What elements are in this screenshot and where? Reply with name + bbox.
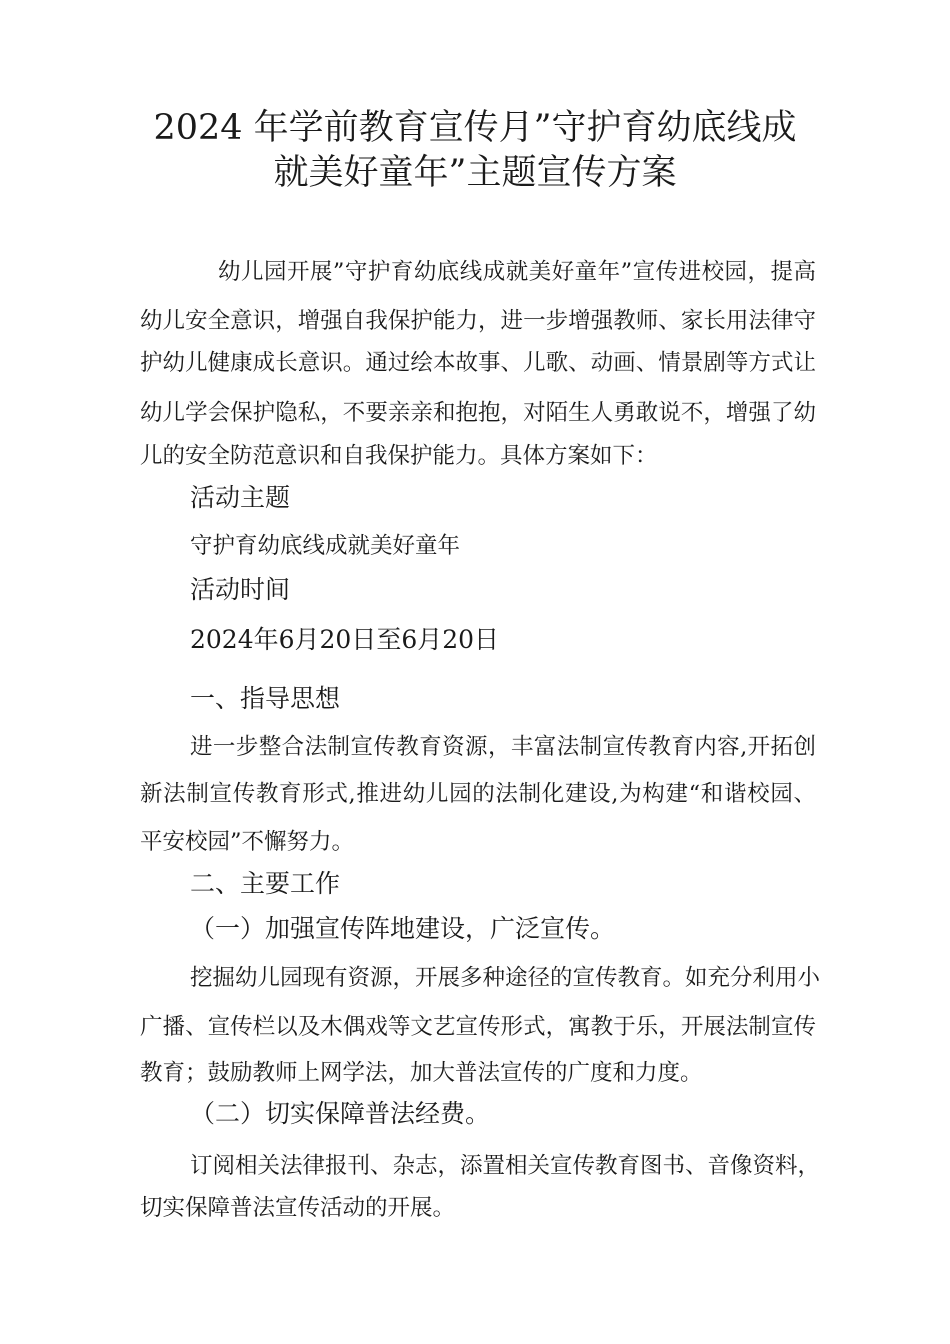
section2-heading: 二、主要工作 <box>190 869 341 898</box>
section1-line-1: 进一步整合法制宣传教育资源，丰富法制宣传教育内容,开拓创 <box>190 734 816 760</box>
document-title-line-1: 2024 年学前教育宣传月”守护育幼底线成 <box>153 108 797 148</box>
sub2-line-1: 订阅相关法律报刊、杂志，添置相关宣传教育图书、音像资料， <box>190 1153 821 1179</box>
intro-line-1: 幼儿园开展”守护育幼底线成就美好童年”宣传进校园，提高 <box>218 259 816 285</box>
time-heading: 活动时间 <box>190 575 291 604</box>
intro-line-5: 儿的安全防范意识和自我保护能力。具体方案如下： <box>140 443 658 469</box>
section1-line-2: 新法制宣传教育形式,推进幼儿园的法制化建设,为构建“和谐校园、 <box>140 781 816 807</box>
time-text: 2024年6月20日至6月20日 <box>190 625 500 654</box>
sub2-line-2: 切实保障普法宣传活动的开展。 <box>140 1195 456 1221</box>
section1-heading: 一、指导思想 <box>190 684 341 713</box>
theme-heading: 活动主题 <box>190 483 291 512</box>
section1-line-3: 平安校园”不懈努力。 <box>140 829 355 855</box>
sub1-heading: （一）加强宣传阵地建设，广泛宣传。 <box>190 914 616 943</box>
sub1-line-2: 广播、宣传栏以及木偶戏等文艺宣传形式，寓教于乐，开展法制宣传 <box>140 1014 816 1040</box>
sub2-heading: （二）切实保障普法经费。 <box>190 1099 491 1128</box>
document-title-line-2: 就美好童年”主题宣传方案 <box>273 153 677 193</box>
sub1-line-1: 挖掘幼儿园现有资源，开展多种途径的宣传教育。如充分利用小 <box>190 965 821 991</box>
theme-text: 守护育幼底线成就美好童年 <box>190 533 461 559</box>
intro-line-2: 幼儿安全意识，增强自我保护能力，进一步增强教师、家长用法律守 <box>140 308 816 334</box>
sub1-line-3: 教育；鼓励教师上网学法，加大普法宣传的广度和力度。 <box>140 1060 703 1086</box>
intro-line-3: 护幼儿健康成长意识。通过绘本故事、儿歌、动画、情景剧等方式让 <box>140 350 816 376</box>
intro-line-4: 幼儿学会保护隐私，不要亲亲和抱抱，对陌生人勇敢说不，增强了幼 <box>140 400 816 426</box>
